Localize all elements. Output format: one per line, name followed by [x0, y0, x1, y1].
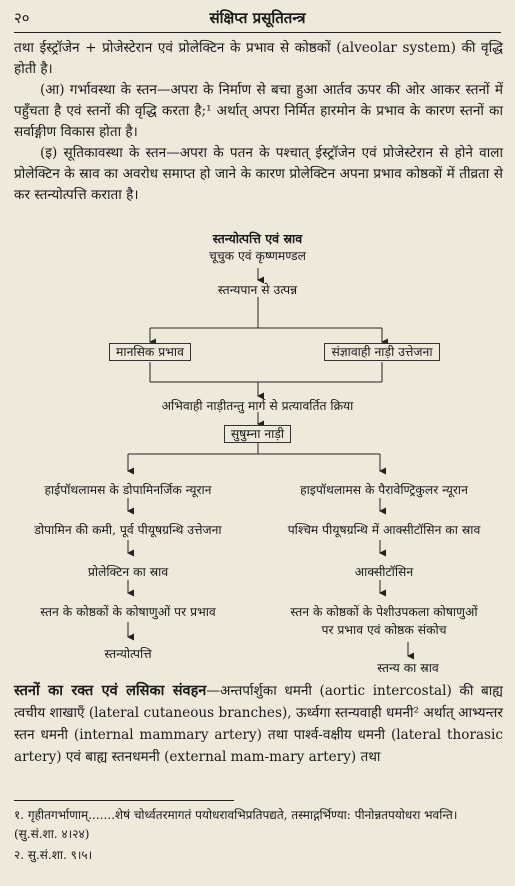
- flow-node-lactogenesis: [6, 646, 250, 662]
- node-label: स्तन्य का स्राव: [377, 661, 439, 675]
- flow-node-sensory-nerve: [318, 344, 446, 360]
- node-label: मानसिक प्रभाव: [109, 343, 191, 361]
- paragraph: (इ) सूतिकावस्था के स्तन—अपरा के पतन के पश्चात् ईस्ट्रॉजेन एवं प्रोजेस्टेरान से होने वाला प्रोलेक्टिन के स्राव का अवरोध समाप्त हो जाने के कारण प्रोलेक्टिन अपना प्रभाव कोष्ठकों में तीव्रता से कर स्तन्योत्पत्ति कराता है।: [14, 145, 503, 203]
- flow-node-alveolar-contraction: [262, 622, 506, 638]
- node-label: हाइपॉथलामस के पैरावेण्ट्रिकुलर न्यूरान: [300, 483, 468, 497]
- node-label: स्तन के कोष्ठकों के कोषाणुओं पर प्रभाव: [40, 605, 216, 619]
- page-number: २०: [14, 9, 30, 27]
- paragraph-text: —अन्तर्पार्शुका धमनी (aortic intercostal) की बाह्य त्वचीय शाखाएँ (lateral cutaneous branches), ऊर्ध्वगा स्तन्यवाही धमनी² अर्थात् आभ्यन्तर स्तन धमनी (internal mammary artery) तथा पार्श्व-वक्षीय धमनी (lateral thorasic artery) एवं बाह्य स्तनधमनी (external mam-mary artery) तथा: [14, 683, 504, 765]
- node-label: डोपामिन की कमी, पूर्व पीयूषग्रन्थि उत्तेजना: [34, 523, 222, 537]
- paragraph: (आ) गर्भावस्था के स्तन—अपरा के निर्माण से बचा हुआ आर्तव ऊपर की ओर आकर स्तनों में पहुँचता है एवं स्तनों की वृद्धि करता है;¹ अर्थात् अपरा निर्मित हारमोन के प्रभाव के कारण स्तनों का सर्वाङ्गीण विकास होता है।: [14, 82, 503, 140]
- flow-node-psychic: [86, 344, 214, 360]
- node-label: स्तन्योत्पत्ति: [104, 647, 152, 661]
- flow-node-prolactin-secretion: [6, 564, 250, 580]
- flow-node-afferent-reflex: [0, 398, 515, 414]
- node-label: प्रोलेक्टिन का स्राव: [87, 565, 169, 579]
- flow-node-alveolar-cells: [6, 604, 250, 620]
- flow-node-suckling: [0, 282, 515, 298]
- footnote: २. सु.सं.शा. ९।५।: [14, 848, 93, 862]
- node-label: आक्सीटॉसिन: [354, 565, 414, 579]
- flow-node-myoepithelial: [262, 604, 506, 620]
- flow-node-dopaminergic: [6, 482, 250, 498]
- node-label: संज्ञावाही नाड़ी उत्तेजना: [324, 343, 439, 361]
- node-label: स्तन के कोष्ठकों के पेशीउपकला कोषाणुओं: [290, 605, 478, 619]
- flow-node-dopamine-deficit: [6, 522, 250, 538]
- blood-lymph-supply-paragraph: [14, 680, 503, 768]
- flow-node-spinal-cord: [0, 426, 515, 442]
- node-label: पर प्रभाव एवं कोष्ठक संकोच: [321, 623, 447, 637]
- footnotes: [14, 806, 501, 865]
- footnote: १. गृहीतगर्भाणाम्.......शेषं चोर्ध्वतरमागतं पयोधरावभिप्रतिपद्यते, तस्माद्गर्भिण्या: पीनोन्नतपयोधरा भवन्ति। (सु.सं.शा. ४।२४): [14, 808, 458, 841]
- flow-node-nipple-areola: [0, 248, 515, 264]
- section-heading: स्तनों का रक्त एवं लसिका संवहन: [14, 682, 207, 699]
- flowchart-title: स्तन्योत्पत्ति एवं स्राव: [212, 231, 303, 246]
- flow-node-oxytocin: [262, 564, 506, 580]
- flow-node-paraventricular: [262, 482, 506, 498]
- paragraph: तथा ईस्ट्रॉजेन + प्रोजेस्टेरान एवं प्रोलेक्टिन के प्रभाव से कोष्ठकों (alveolar system) की वृद्धि होती है।: [14, 40, 503, 77]
- node-label: सुषुम्ना नाड़ी: [224, 425, 291, 443]
- node-label: हाईपॉथलामस के डोपामिनर्जिक न्यूरान: [44, 483, 212, 497]
- flow-node-oxytocin-secretion: [262, 522, 506, 538]
- flow-node-milk-ejection: [286, 660, 515, 676]
- footnote-rule: [14, 800, 234, 801]
- node-label: स्तन्यपान से उत्पन्न: [217, 283, 298, 297]
- node-label: चूचुक एवं कृष्णमण्डल: [209, 249, 306, 263]
- node-label: अभिवाही नाड़ीतन्तु मार्ग से प्रत्यावर्तित क्रिया: [161, 399, 354, 413]
- node-label: पश्चिम पीयूषग्रन्थि में आक्सीटॉसिन का स्राव: [287, 523, 481, 537]
- running-title: संक्षिप्त प्रसूतितन्त्र: [209, 9, 306, 27]
